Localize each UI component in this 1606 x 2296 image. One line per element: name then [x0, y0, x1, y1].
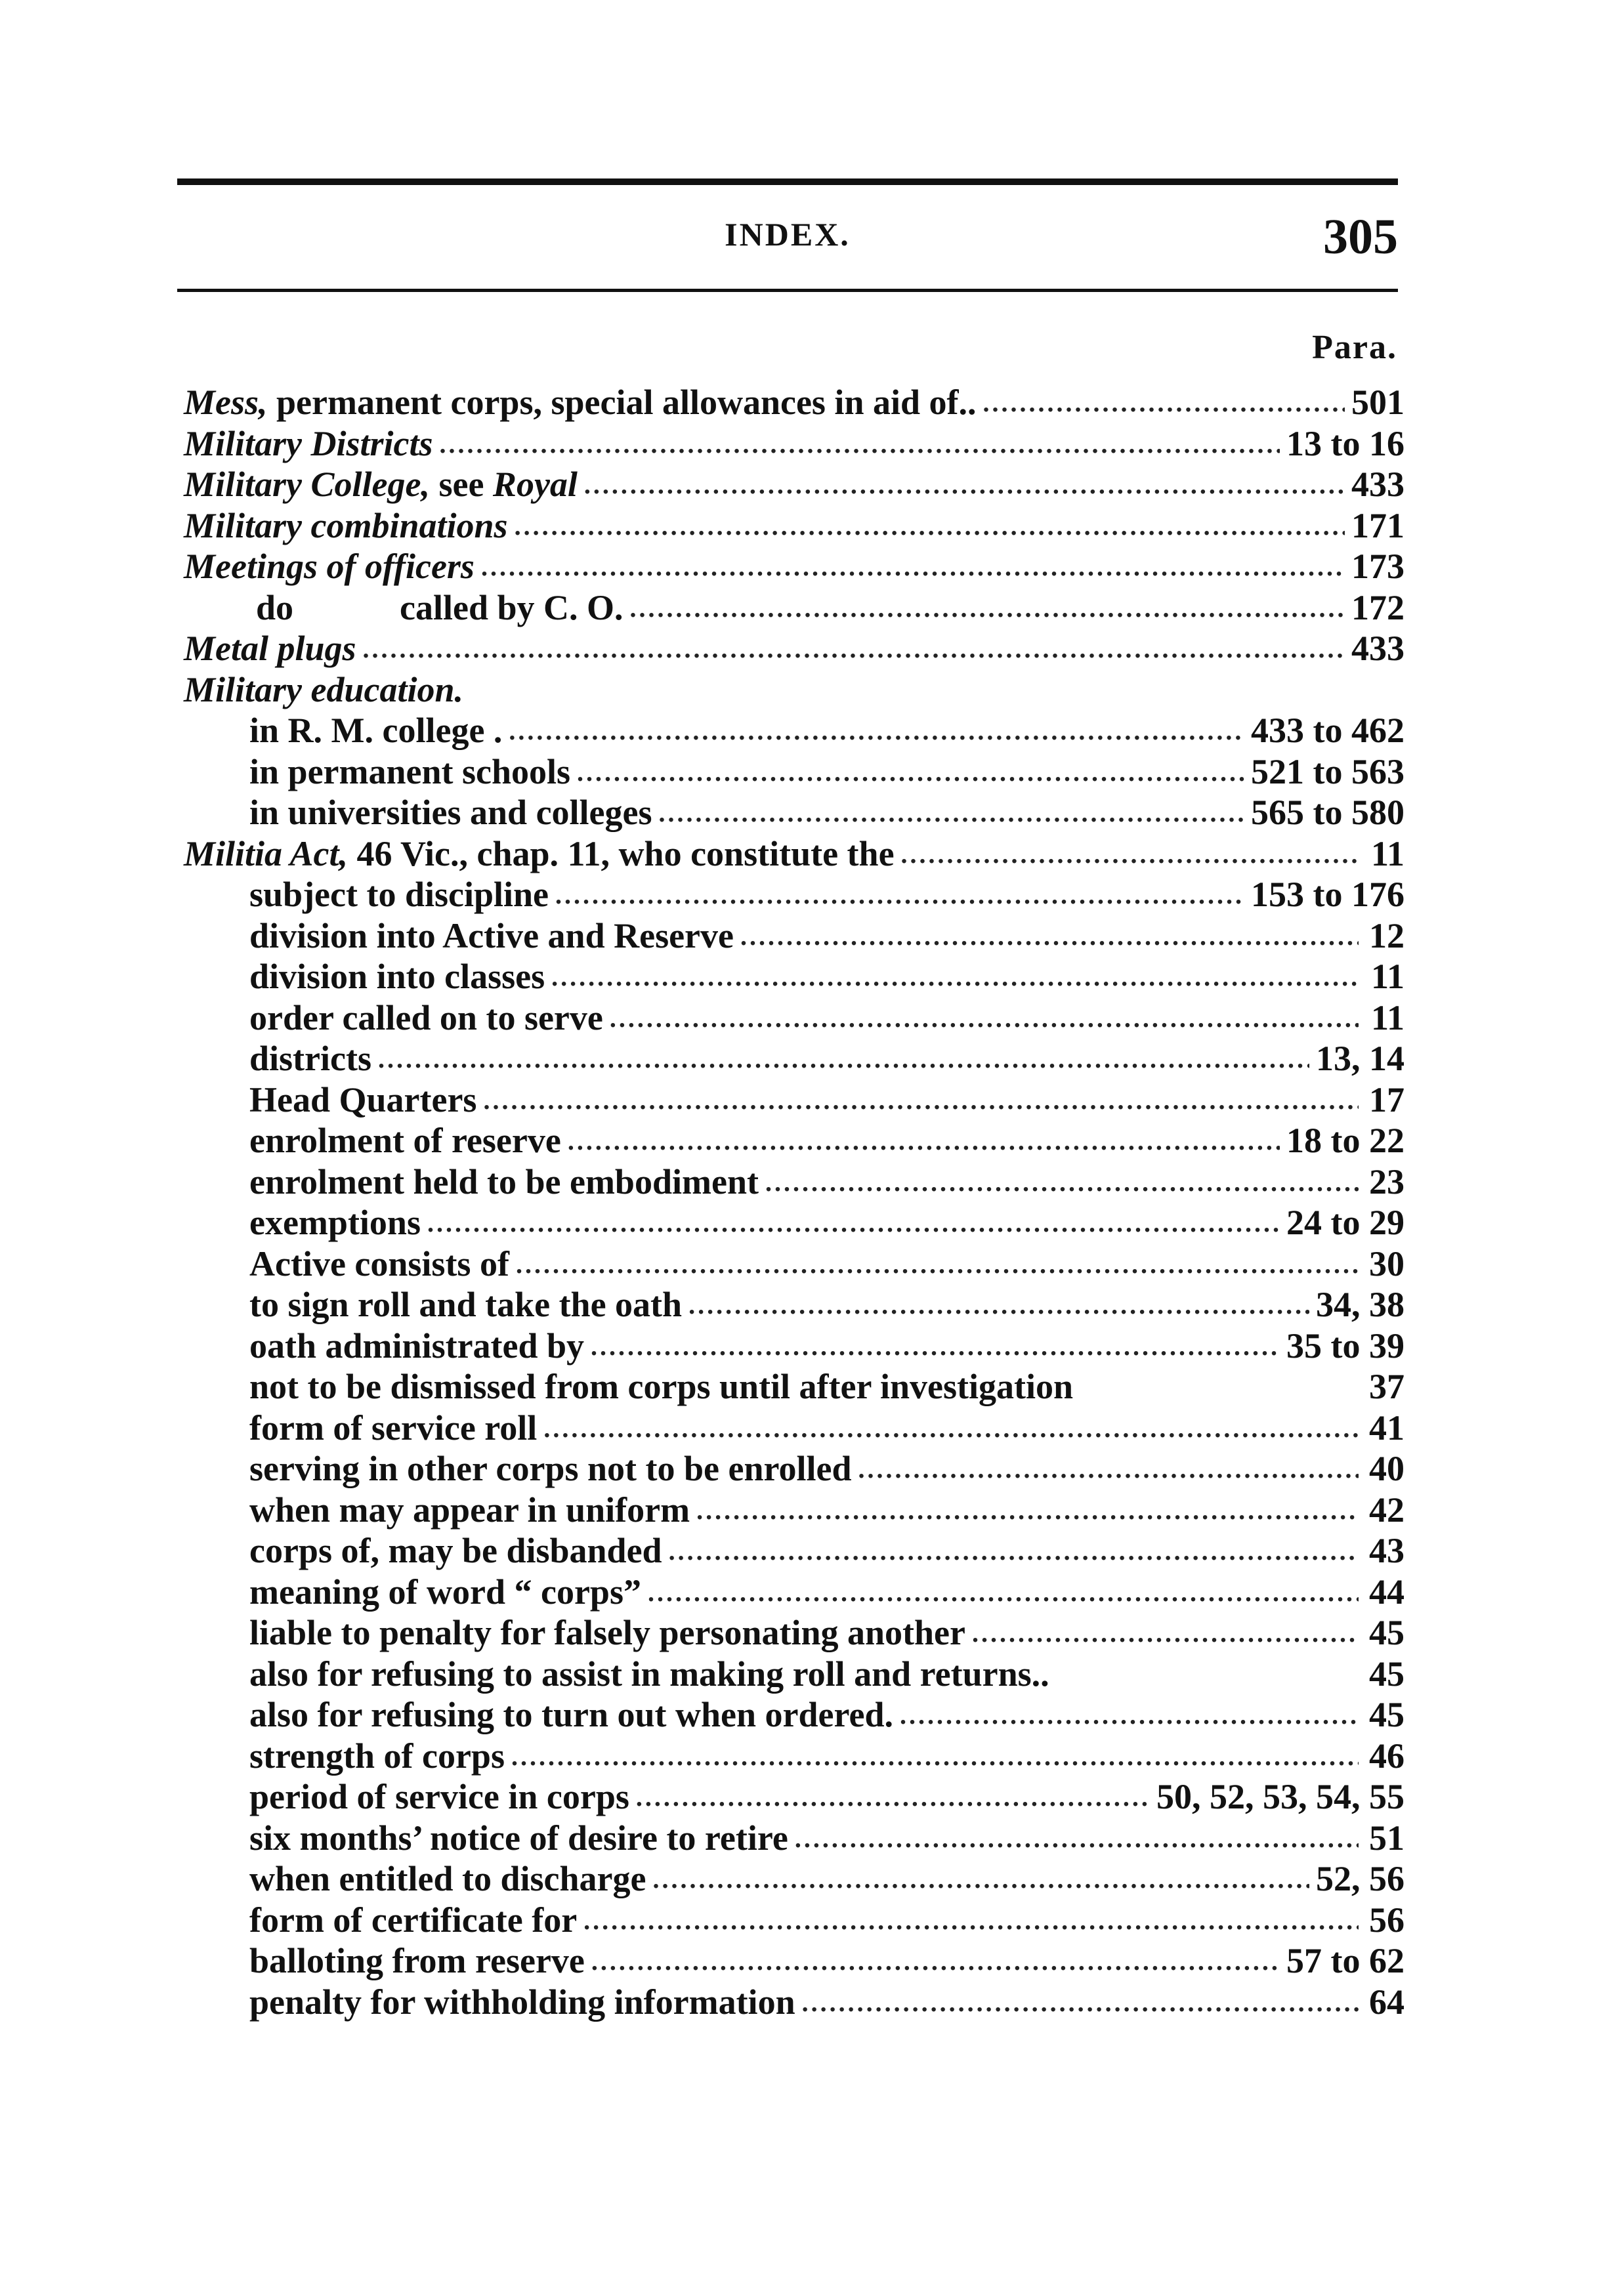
index-entry — [184, 1448, 1405, 1490]
index-entry-text: form of service roll — [249, 1408, 538, 1448]
index-entry-text: when may appear in uniform — [249, 1490, 690, 1530]
index-entry — [184, 464, 1405, 505]
index-entry-text: to sign roll and take the oath — [249, 1285, 683, 1324]
index-entry — [184, 710, 1405, 751]
index-entry — [184, 1612, 1405, 1654]
index-entry-label — [184, 833, 895, 875]
index-entry-reference: 45 — [1369, 1695, 1405, 1734]
index-entry-reference: 433 to 462 — [1251, 711, 1405, 750]
index-entry — [184, 1120, 1405, 1161]
index-entry — [184, 1490, 1405, 1531]
index-entry — [184, 1736, 1405, 1777]
index-entry — [184, 1654, 1405, 1695]
index-entry — [184, 915, 1405, 957]
dot-leader — [591, 1941, 1280, 1982]
index-entry-text: penalty for withholding information — [249, 1982, 795, 2022]
index-entry — [184, 1982, 1405, 2023]
dot-leader — [481, 547, 1345, 588]
index-entry-reference: 433 — [1351, 465, 1405, 504]
index-entry-text: meaning of word “ corps” — [249, 1572, 641, 1612]
dot-leader — [543, 1408, 1359, 1450]
index-entry-label — [249, 1654, 1049, 1695]
index-entry-reference: 172 — [1351, 587, 1405, 627]
index-entry-label — [249, 1408, 537, 1449]
index-entry-label — [249, 1694, 893, 1736]
index-entry-label — [184, 423, 433, 465]
index-entry — [184, 956, 1405, 997]
dot-leader — [610, 998, 1359, 1039]
index-entry-reference: 42 — [1369, 1490, 1405, 1530]
index-entry-label — [249, 1161, 759, 1203]
index-entry — [184, 1530, 1405, 1572]
index-entry-text: Head Quarters — [249, 1079, 477, 1119]
index-entry-label — [249, 1079, 476, 1121]
index-entry-reference: 153 to 176 — [1251, 875, 1405, 914]
index-entry-reference: 56 — [1369, 1900, 1405, 1940]
index-entry-label — [249, 1325, 584, 1367]
index-entry-reference: 173 — [1351, 547, 1405, 586]
index-entry-text: enrolment of reserve — [249, 1121, 561, 1160]
index-entry-label — [249, 1038, 371, 1079]
index-entry-label — [249, 1612, 965, 1654]
index-entry-label — [249, 751, 570, 793]
index-entry-reference: 565 to 580 — [1251, 793, 1405, 832]
index-entry-reference: 11 — [1370, 833, 1405, 873]
running-head — [177, 209, 1398, 268]
index-entry-term: Military Districts — [184, 423, 433, 463]
index-entry-label — [256, 587, 623, 629]
index-entry-text: division into classes — [249, 957, 545, 996]
dot-leader — [440, 424, 1280, 465]
index-entry-reference: 11 — [1370, 957, 1405, 996]
page-number: 305 — [1323, 209, 1398, 264]
index-entry-reference: 501 — [1351, 383, 1405, 422]
dot-leader — [648, 1572, 1359, 1614]
index-entry-term: Metal plugs — [184, 629, 356, 668]
index-entry-reference: 41 — [1369, 1408, 1405, 1448]
index-entry-label — [249, 1940, 585, 1982]
index-entry — [184, 423, 1405, 465]
index-entry — [184, 505, 1405, 547]
header-rule — [177, 289, 1398, 292]
index-entry-term: Royal — [492, 465, 578, 504]
index-entry-reference: 30 — [1369, 1243, 1405, 1284]
index-entry-text: in permanent schools — [249, 751, 571, 791]
dot-leader — [858, 1449, 1359, 1490]
index-entry-reference: 45 — [1369, 1654, 1405, 1694]
index-entry-label — [249, 1858, 646, 1900]
index-entry-label — [249, 874, 549, 915]
index-entry — [184, 1243, 1405, 1285]
index-entry-reference: 34, 38 — [1316, 1285, 1405, 1324]
dot-leader — [972, 1613, 1359, 1654]
index-entry-text: six months’ notice of desire to retire — [249, 1818, 788, 1858]
top-rule — [177, 178, 1398, 185]
dot-leader — [669, 1531, 1359, 1572]
index-entry — [184, 1161, 1405, 1203]
index-entry-reference: 37 — [1369, 1367, 1405, 1406]
dot-leader — [363, 629, 1345, 670]
dot-leader — [901, 834, 1359, 875]
dot-leader — [551, 957, 1359, 998]
index-entry-term: Meetings of officers — [184, 547, 475, 586]
index-entry-reference: 35 to 39 — [1286, 1325, 1405, 1366]
index-entry-reference: 44 — [1369, 1572, 1405, 1612]
index-entry — [184, 1408, 1405, 1449]
index-entry-label — [249, 915, 734, 957]
index-entry-text: see — [429, 465, 493, 504]
index-entry — [184, 1900, 1405, 1941]
index-entry-label — [249, 792, 652, 833]
dot-leader — [688, 1285, 1309, 1326]
dot-leader — [515, 506, 1345, 547]
index-entry-reference: 433 — [1351, 629, 1405, 668]
index-entry-reference: 13 to 16 — [1286, 423, 1405, 463]
index-entry — [184, 669, 1405, 711]
dot-leader — [568, 1121, 1280, 1162]
index-entry-label — [184, 669, 463, 711]
index-entry-text: Active consists of — [249, 1243, 509, 1284]
index-entry — [184, 1818, 1405, 1859]
index-entry — [184, 1694, 1405, 1736]
index-entry-reference: 18 to 22 — [1286, 1121, 1405, 1160]
index-entry-label — [184, 546, 475, 587]
index-entry-term: Military College, — [184, 465, 430, 504]
index-entry-term: Military combinations — [184, 505, 508, 545]
index-entry-label — [249, 1818, 788, 1859]
dot-leader — [378, 1039, 1309, 1080]
index-entry-term: Mess, — [184, 383, 268, 422]
dot-leader — [795, 1818, 1359, 1860]
dot-leader — [802, 1982, 1359, 2024]
index-entry-term: Military education. — [184, 669, 464, 709]
index-entry-label — [249, 1366, 1073, 1408]
index-entry-reference: 43 — [1369, 1531, 1405, 1570]
index-entry — [184, 751, 1405, 793]
index-entry-label — [249, 1900, 577, 1941]
index-entry-text: when entitled to discharge — [249, 1859, 646, 1898]
index-entry-label — [249, 956, 545, 997]
dot-leader — [696, 1490, 1359, 1532]
index-entry-reference: 57 to 62 — [1286, 1941, 1405, 1980]
index-entry-reference: 521 to 563 — [1251, 751, 1405, 791]
dot-leader — [983, 383, 1345, 424]
index-entry-reference: 23 — [1369, 1161, 1405, 1201]
index-entry-label — [249, 1572, 641, 1613]
index-entry-reference: 13, 14 — [1316, 1039, 1405, 1078]
index-entry — [184, 628, 1405, 669]
index-entry-label — [184, 628, 356, 669]
index-entry — [184, 1202, 1405, 1243]
index-entry-text: in universities and colleges — [249, 793, 652, 832]
index-entry-label — [249, 1490, 690, 1531]
index-entry-reference: 45 — [1369, 1613, 1405, 1652]
index-entry-text: do called by C. O. — [256, 587, 623, 627]
dot-leader — [740, 916, 1359, 957]
index-entry-reference: 40 — [1369, 1449, 1405, 1488]
dot-leader — [583, 1900, 1359, 1942]
index-entry-reference: 52, 56 — [1316, 1859, 1405, 1898]
dot-leader — [652, 1859, 1309, 1900]
index-entry-label — [249, 1202, 421, 1243]
index-entry-label — [184, 382, 977, 423]
index-entry-reference: 171 — [1351, 505, 1405, 545]
index-entry-text: in R. M. college . — [249, 711, 503, 750]
index-entry-text: districts — [249, 1039, 371, 1078]
index-entry-label — [249, 997, 603, 1039]
index-entry-term: Militia Act, — [184, 833, 349, 873]
dot-leader — [509, 711, 1244, 752]
running-head-title: INDEX. — [725, 216, 851, 253]
dot-leader — [765, 1162, 1359, 1203]
index-entry-text: subject to discipline — [249, 875, 549, 914]
index-entry-reference: 46 — [1369, 1736, 1405, 1776]
dot-leader — [427, 1203, 1280, 1244]
index-entry — [184, 546, 1405, 587]
index-entry-text: oath administrated by — [249, 1325, 585, 1366]
index-entry — [184, 1284, 1405, 1325]
index-entry-label — [184, 464, 578, 505]
dot-leader — [630, 588, 1345, 629]
index-entry — [184, 1776, 1405, 1818]
index-entry-text: also for refusing to assist in making roll and returns.. — [249, 1654, 1049, 1694]
index-entry — [184, 1572, 1405, 1613]
index-entry-text: form of certificate for — [249, 1900, 578, 1940]
dot-leader — [900, 1695, 1359, 1736]
index-entry-reference: 24 to 29 — [1286, 1203, 1405, 1242]
index-entry-text: enrolment held to be embodiment — [249, 1161, 759, 1201]
dot-leader — [636, 1777, 1150, 1818]
index-entry — [184, 1325, 1405, 1367]
index-entry — [184, 1038, 1405, 1079]
index-entry-label — [249, 1243, 509, 1285]
index-entry — [184, 382, 1405, 423]
index-entry — [184, 1940, 1405, 1982]
index-entries — [184, 382, 1405, 2022]
dot-leader — [483, 1080, 1359, 1121]
para-column-label: Para. — [1312, 329, 1397, 366]
index-entry-label — [249, 1736, 505, 1777]
index-entry-label — [249, 1284, 682, 1325]
index-entry — [184, 874, 1405, 915]
index-entry-label — [249, 1776, 629, 1818]
index-entry-text: also for refusing to turn out when ordered. — [249, 1695, 894, 1734]
index-entry-text: period of service in corps — [249, 1777, 629, 1816]
index-entry-label — [249, 710, 502, 751]
index-entry — [184, 833, 1405, 875]
index-entry — [184, 1858, 1405, 1900]
index-entry-text: 46 Vic., chap. 11, who constitute the — [348, 833, 895, 873]
index-entry-label — [249, 1982, 795, 2023]
index-entry-text: order called on to serve — [249, 997, 603, 1037]
dot-leader — [511, 1736, 1359, 1778]
index-entry-reference: 17 — [1369, 1079, 1405, 1119]
index-entry — [184, 1079, 1405, 1121]
index-entry-label — [249, 1120, 561, 1161]
index-entry-label — [249, 1530, 662, 1572]
dot-leader — [591, 1326, 1280, 1367]
index-entry-text: strength of corps — [249, 1736, 505, 1776]
index-entry-text: liable to penalty for falsely personating another — [249, 1613, 965, 1652]
index-entry-text: serving in other corps not to be enrolled — [249, 1449, 852, 1488]
index-entry-label — [184, 505, 508, 547]
dot-leader — [584, 465, 1345, 506]
index-entry-text: permanent corps, special allowances in aid of.. — [267, 383, 977, 422]
index-entry-reference: 50, 52, 53, 54, 55 — [1156, 1777, 1405, 1816]
dot-leader — [555, 875, 1244, 916]
index-entry-text: not to be dismissed from corps until after investigation — [249, 1367, 1073, 1406]
index-entry — [184, 587, 1405, 629]
index-entry — [184, 997, 1405, 1039]
index-entry-text: exemptions — [249, 1203, 421, 1242]
index-entry-reference: 64 — [1369, 1982, 1405, 2022]
index-entry — [184, 1366, 1405, 1408]
dot-leader — [659, 793, 1245, 834]
dot-leader — [577, 752, 1244, 793]
index-entry-reference: 11 — [1370, 997, 1405, 1037]
index-entry-text: balloting from reserve — [249, 1941, 585, 1980]
index-entry-label — [249, 1448, 851, 1490]
dot-leader — [516, 1244, 1359, 1285]
index-entry-reference: 51 — [1369, 1818, 1405, 1858]
index-entry-reference: 12 — [1369, 915, 1405, 955]
index-entry-text: corps of, may be disbanded — [249, 1531, 662, 1570]
index-entry-text: division into Active and Reserve — [249, 915, 734, 955]
index-entry — [184, 792, 1405, 833]
